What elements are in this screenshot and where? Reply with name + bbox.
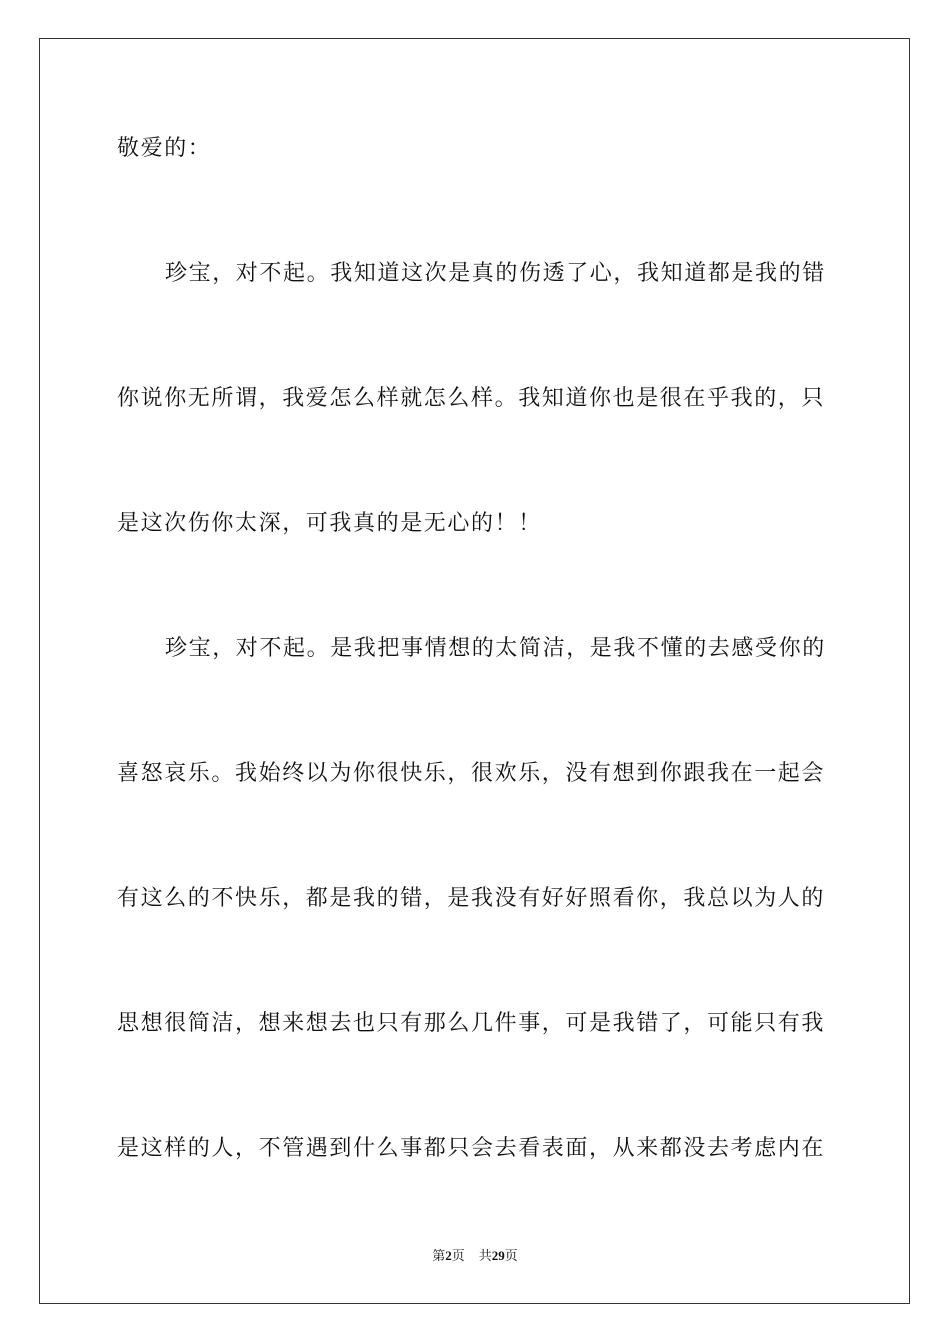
paragraph-2-line-2: 喜怒哀乐。我始终以为你很快乐，很欢乐，没有想到你跟我在一起会 [117, 761, 826, 786]
paragraph-2-line-3: 有这么的不快乐，都是我的错，是我没有好好照看你，我总以为人的 [117, 886, 826, 911]
paragraph-2-line-4: 思想很简洁，想来想去也只有那么几件事，可是我错了，可能只有我 [117, 1011, 826, 1036]
total-suffix: 页 [504, 1249, 518, 1264]
paragraph-2-line-1: 珍宝，对不起。是我把事情想的太简洁，是我不懂的去感受你的 [165, 636, 826, 661]
paragraph-1-line-1: 珍宝，对不起。我知道这次是真的伤透了心，我知道都是我的错 [165, 261, 826, 286]
page-frame [39, 38, 910, 1304]
paragraph-1-line-3: 是这次伤你太深，可我真的是无心的！！ [117, 511, 542, 536]
page-footer [0, 1247, 950, 1266]
total-pages: 29 [491, 1248, 505, 1263]
page-number: 2 [445, 1248, 452, 1263]
page-prefix: 第 [432, 1249, 446, 1264]
total-prefix: 共 [478, 1249, 492, 1264]
page-suffix: 页 [451, 1249, 465, 1264]
paragraph-2-line-5: 是这样的人，不管遇到什么事都只会去看表面，从来都没去考虑内在 [117, 1136, 826, 1161]
greeting: 敬爱的： [117, 136, 212, 161]
paragraph-1-line-2: 你说你无所谓，我爱怎么样就怎么样。我知道你也是很在乎我的，只 [117, 386, 826, 411]
